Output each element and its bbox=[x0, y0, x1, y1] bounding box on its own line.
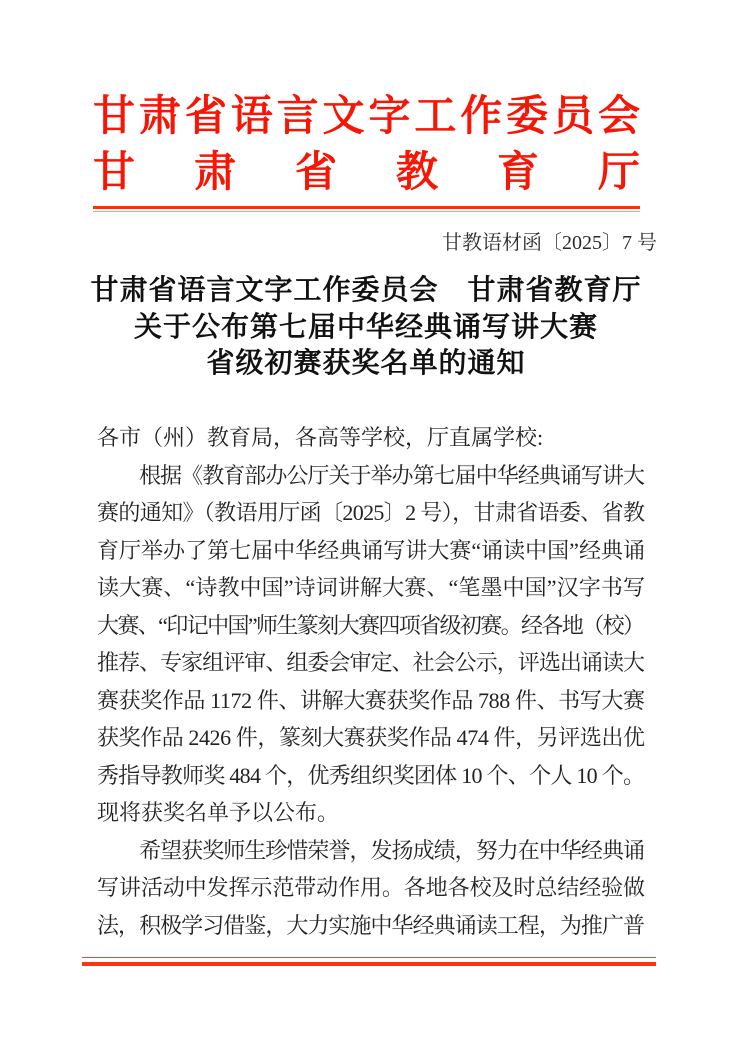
letterhead bbox=[93, 88, 699, 200]
org-name-primary bbox=[93, 88, 644, 146]
body-line: 秀指导教师奖 484 个，优秀组织奖团体 10 个、个人 10 个。 bbox=[97, 762, 645, 788]
title-line-2: 关于公布第七届中华经典诵写讲大赛 bbox=[133, 311, 598, 343]
org-name-secondary bbox=[93, 146, 699, 200]
body-line: 根据《教育部办公厅关于举办第七届中华经典诵写讲大 bbox=[97, 462, 645, 488]
body-line: 大赛、“印记中国”师生篆刻大赛四项省级初赛。经各地（校） bbox=[97, 612, 644, 638]
org-name-primary-text: 甘肃省语言文字工作委员会 bbox=[93, 94, 644, 140]
letterhead-divider bbox=[93, 206, 640, 212]
body-line: 写讲活动中发挥示范带动作用。各地各校及时总结经验做 bbox=[97, 875, 645, 900]
body-line: 希望获奖师生珍惜荣誉，发扬成绩，努力在中华经典诵 bbox=[97, 837, 645, 863]
body-line: 法，积极学习借鉴，大力实施中华经典诵读工程，为推广普 bbox=[97, 912, 645, 938]
body-line: 获奖作品 2426 件，篆刻大赛获奖作品 474 件，另评选出优 bbox=[97, 725, 645, 750]
footer-divider bbox=[82, 957, 656, 966]
letterhead-divider-thin-line bbox=[93, 211, 640, 212]
body-line: 推荐、专家组评审、组委会审定、社会公示，评选出诵读大 bbox=[97, 650, 645, 675]
document-number: 甘教语材函〔2025〕7 号 bbox=[442, 232, 657, 254]
document-title bbox=[60, 273, 672, 383]
title-line-1: 甘肃省语言文字工作委员会 甘肃省教育厅 bbox=[90, 275, 642, 306]
title-line-3: 省级初赛获奖名单的通知 bbox=[206, 348, 526, 379]
body-line: 赛的通知》（教语用厅函〔2025〕2 号），甘肃省语委、省教 bbox=[97, 500, 645, 525]
body-line: 育厅举办了第七届中华经典诵写讲大赛“诵读中国”经典诵 bbox=[97, 537, 646, 563]
body-line: 读大赛、“诗教中国”诗词讲解大赛、“笔墨中国”汉字书写 bbox=[97, 575, 646, 600]
org-name-secondary-text: 甘肃省教育厅 bbox=[93, 150, 699, 196]
footer-divider-thin-line bbox=[82, 957, 656, 958]
footer-divider-thick-line bbox=[82, 962, 656, 966]
body-line: 赛获奖作品 1172 件、讲解大赛获奖作品 788 件、书写大赛 bbox=[97, 687, 645, 713]
body-line: 现将获奖名单予以公布。 bbox=[97, 800, 340, 825]
document-body bbox=[97, 419, 645, 944]
letterhead-divider-thick-line bbox=[93, 206, 640, 209]
salutation-line: 各市（州）教育局，各高等学校，厅直属学校: bbox=[97, 425, 544, 450]
